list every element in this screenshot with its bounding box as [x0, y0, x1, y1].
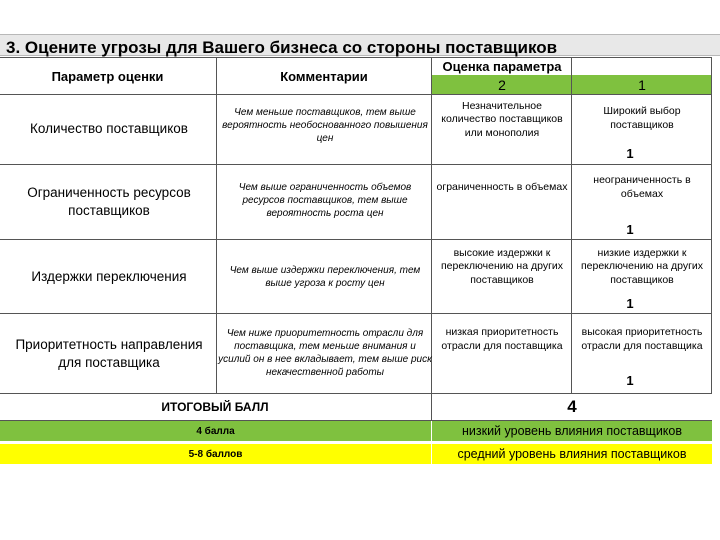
- row-comment: Чем меньше поставщиков, тем выше вероятность необоснованного повышения цен: [222, 106, 428, 144]
- assessment-left-score: 2: [432, 75, 572, 94]
- row-option-left: Незначительное количество поставщиков или монополия: [441, 99, 563, 139]
- row-comment: Чем выше ограниченность объемов ресурсов поставщиков, тем выше вероятность роста цен: [238, 181, 412, 219]
- row-param: Приоритетность направления для поставщика: [15, 336, 203, 370]
- row-score: 1: [626, 145, 634, 161]
- legend-key: 5-8 баллов: [0, 444, 431, 464]
- row-comment: Чем ниже приоритетность отрасли для поставщика, тем меньше внимания и усилий он в нее вкладывает, тем выше риск некачественной работы: [218, 328, 432, 378]
- grid-line: [0, 313, 712, 314]
- row-score: 1: [626, 295, 634, 311]
- header-param: Параметр оценки: [51, 68, 164, 84]
- grid-line: [0, 164, 712, 165]
- row-option-left: высокие издержки к переключению на других поставщиков: [440, 246, 564, 286]
- row-score: 1: [626, 221, 634, 237]
- grid-line: [0, 94, 712, 95]
- row-param: Издержки переключения: [31, 268, 187, 284]
- row-option-right: неограниченность в объемах: [593, 174, 691, 200]
- total-label: ИТОГОВЫЙ БАЛЛ: [161, 400, 269, 414]
- header-comments: Комментарии: [280, 68, 368, 84]
- page-title: 3. Оцените угрозы для Вашего бизнеса со стороны поставщиков: [0, 34, 720, 56]
- row-param: Ограниченность ресурсов поставщиков: [27, 184, 191, 218]
- grid-line: [216, 57, 217, 393]
- row-param: Количество поставщиков: [30, 120, 188, 136]
- row-option-left: низкая приоритетность отрасли для поставщика: [441, 326, 563, 352]
- row-option-left: ограниченность в объемах: [436, 181, 568, 194]
- total-value: 4: [567, 397, 577, 416]
- row-score: 1: [626, 372, 634, 388]
- row-option-right: низкие издержки к переключению на других поставщиков: [580, 246, 704, 286]
- row-option-right: высокая приоритетность отрасли для поставщика: [581, 326, 703, 352]
- legend-value: средний уровень влияния поставщиков: [432, 444, 712, 464]
- grid-line: [0, 57, 712, 58]
- row-comment: Чем выше издержки переключения, тем выше угроза к росту цен: [229, 265, 421, 289]
- grid-line: [0, 239, 712, 240]
- row-option-right: Широкий выбор поставщиков: [603, 105, 681, 131]
- assessment-right-score: 1: [572, 75, 712, 94]
- legend-key: 4 балла: [0, 421, 431, 441]
- header-assessment: Оценка параметра: [442, 58, 562, 74]
- legend-value: низкий уровень влияния поставщиков: [432, 421, 712, 441]
